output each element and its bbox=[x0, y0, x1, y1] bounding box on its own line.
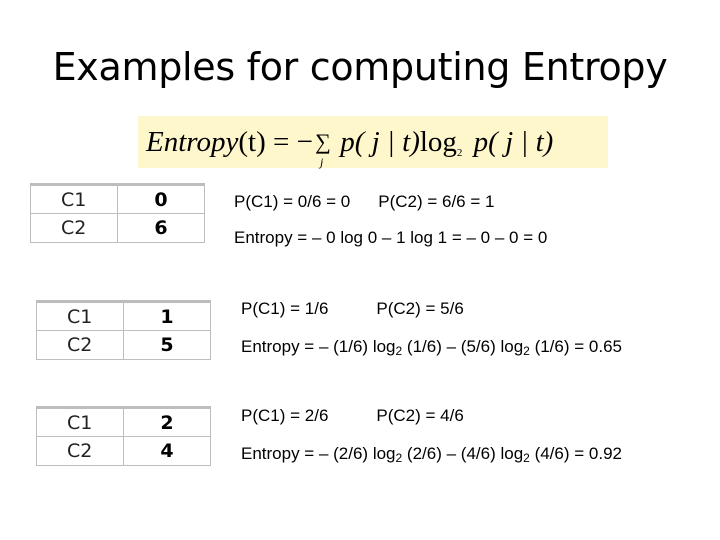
formula-arg: (t) bbox=[238, 126, 266, 158]
table-row bbox=[37, 302, 211, 331]
class-label: C2 bbox=[37, 331, 124, 360]
slide-title: Examples for computing Entropy bbox=[52, 45, 668, 89]
probabilities-1 bbox=[234, 192, 494, 212]
formula-term2: p( j | t) bbox=[466, 126, 554, 158]
formula-log: log bbox=[419, 126, 457, 158]
probabilities-2 bbox=[241, 299, 464, 319]
formula-equals: = − bbox=[265, 126, 313, 158]
entropy-result-1: Entropy = – 0 log 0 – 1 log 1 = – 0 – 0 = 0 bbox=[234, 228, 548, 247]
class-count: 2 bbox=[124, 408, 211, 437]
p-c1: P(C1) = 0/6 = 0 bbox=[234, 192, 351, 211]
table-row bbox=[31, 214, 205, 243]
class-count: 4 bbox=[124, 437, 211, 466]
class-label: C1 bbox=[37, 302, 124, 331]
count-table-3 bbox=[36, 406, 211, 466]
entropy-text: (1/6) – (5/6) log bbox=[402, 337, 524, 356]
entropy-result-3 bbox=[241, 444, 622, 464]
entropy-formula bbox=[138, 116, 608, 168]
sum-index: j bbox=[319, 155, 324, 169]
class-count: 1 bbox=[124, 302, 211, 331]
class-label: C2 bbox=[31, 214, 118, 243]
table-row bbox=[37, 331, 211, 360]
table-row bbox=[31, 185, 205, 214]
sum-symbol bbox=[313, 116, 333, 168]
log-base: 2 bbox=[523, 451, 530, 465]
probabilities-3 bbox=[241, 406, 464, 426]
formula-lhs: Entropy bbox=[146, 126, 239, 158]
entropy-result-2 bbox=[241, 337, 622, 357]
p-c2: P(C2) = 4/6 bbox=[376, 406, 464, 425]
count-table-2 bbox=[36, 300, 211, 360]
class-label: C2 bbox=[37, 437, 124, 466]
p-c2: P(C2) = 5/6 bbox=[376, 299, 464, 318]
entropy-text: (4/6) = 0.92 bbox=[529, 444, 622, 463]
class-label: C1 bbox=[37, 408, 124, 437]
p-c2: P(C2) = 6/6 = 1 bbox=[378, 192, 495, 211]
formula-log-base: 2 bbox=[456, 147, 463, 159]
log-base: 2 bbox=[395, 451, 403, 465]
formula-term1: p( j | t) bbox=[332, 126, 420, 158]
class-count: 0 bbox=[118, 185, 205, 214]
entropy-text: (1/6) = 0.65 bbox=[529, 337, 622, 356]
count-table-1 bbox=[30, 183, 205, 243]
p-c1: P(C1) = 2/6 bbox=[241, 406, 329, 425]
class-label: C1 bbox=[31, 185, 118, 214]
class-count: 5 bbox=[124, 331, 211, 360]
sum-glyph: ∑ bbox=[315, 129, 331, 154]
table-row bbox=[37, 408, 211, 437]
class-count: 6 bbox=[118, 214, 205, 243]
table-row bbox=[37, 437, 211, 466]
p-c1: P(C1) = 1/6 bbox=[241, 299, 329, 318]
log-base: 2 bbox=[523, 344, 530, 358]
log-base: 2 bbox=[395, 344, 403, 358]
entropy-text: (2/6) – (4/6) log bbox=[402, 444, 524, 463]
entropy-text: Entropy = – (2/6) log bbox=[241, 444, 396, 463]
entropy-text: Entropy = – (1/6) log bbox=[241, 337, 396, 356]
